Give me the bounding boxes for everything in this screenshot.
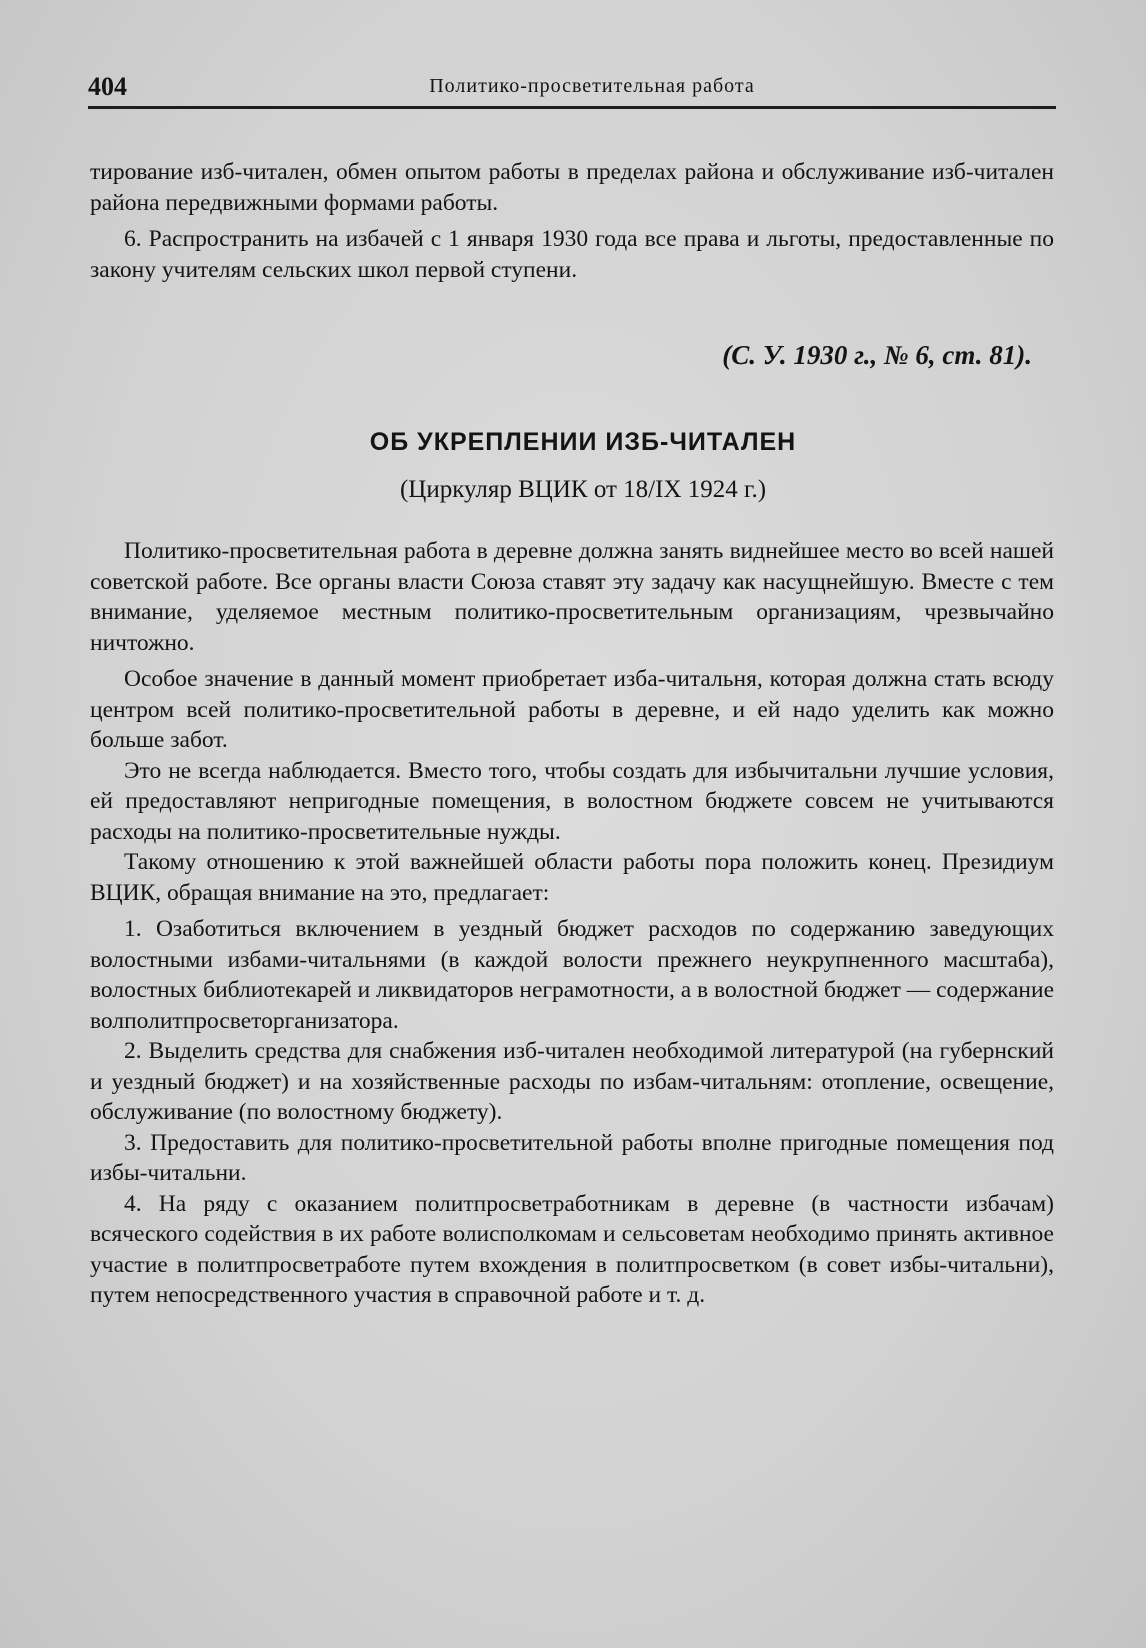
top-text-block <box>90 157 1054 285</box>
page-number: 404 <box>88 72 127 101</box>
paragraph-intro: Политико-просветительная работа в деревне должна занять виднейшее место во всей нашей советской работе. Все органы власти Союза ставят эту задачу как насущнейшую. Вместе с тем внимание, уделяемое местным политико-просветительным организациям, чрезвычайно ничтожно. <box>90 538 1054 656</box>
paragraph-proposal: Такому отношению к этой важнейшей области работы пора положить конец. Президиум ВЦИК, обращая внимание на это, предлагает: <box>90 849 1054 906</box>
list-item-2: 2. Выделить средства для снабжения изб-читален необходимой литературой (на губернский и уездный бюджет) и на хозяйственные расходы по избам-читальням: отопление, освещение, обслуживание (по волостному бюджету). <box>90 1038 1054 1125</box>
list-item-1: 1. Озаботиться включением в уездный бюджет расходов по содержанию заведующих волостными избами-читальнями (в каждой волости прежнего неукрупненного масштаба), волостных библиотекарей и ликвидаторов неграмотности, а в волостной бюджет — содержание волполитпросветорганизатора. <box>90 916 1054 1034</box>
list-item-4: 4. На ряду с оказанием политпросветработникам в деревне (в частности избачам) всяческого содействия в их работе волисполкомам и сельсоветам необходимо принять активное участие в политпросветработе путем вхождения в политпросветком (в совет избы-читальни), путем непосредственного участия в справочной работе и т. д. <box>90 1190 1054 1308</box>
section-subtitle: (Циркуляр ВЦИК от 18/IX 1924 г.) <box>399 476 767 503</box>
main-text-block <box>90 536 1054 1311</box>
continuation-paragraph: тирование изб-читален, обмен опытом работы в пределах района и обслуживание изб-читален района передвижными формами работы. <box>90 159 1054 216</box>
point-6-paragraph: 6. Распространить на избачей с 1 января 1930 года все права и льготы, предоставленные по закону учителям сельских школ первой ступени. <box>90 226 1054 283</box>
paragraph-observation: Это не всегда наблюдается. Вместо того, чтобы создать для избычитальни лучшие условия, ей предоставляют непригодные помещения, в волостном бюджете совсем не учитываются расходы на политико-просветительные нужды. <box>90 757 1054 845</box>
running-head: Политико-просветительная работа <box>429 75 755 97</box>
page-header <box>88 70 1056 109</box>
paragraph-izba-importance: Особое значение в данный момент приобретает изба-читальня, которая должна стать всюду центром всей политико-просветительной работы в деревне, и ей надо уделить как можно больше забот. <box>90 666 1054 753</box>
citation: (С. У. 1930 г., № 6, ст. 81). <box>722 340 1032 370</box>
list-item-3: 3. Предоставить для политико-просветительной работы вполне пригодные помещения под избы-читальни. <box>90 1129 1054 1186</box>
section-title: ОБ УКРЕПЛЕНИИ ИЗБ-ЧИТАЛЕН <box>369 428 797 456</box>
